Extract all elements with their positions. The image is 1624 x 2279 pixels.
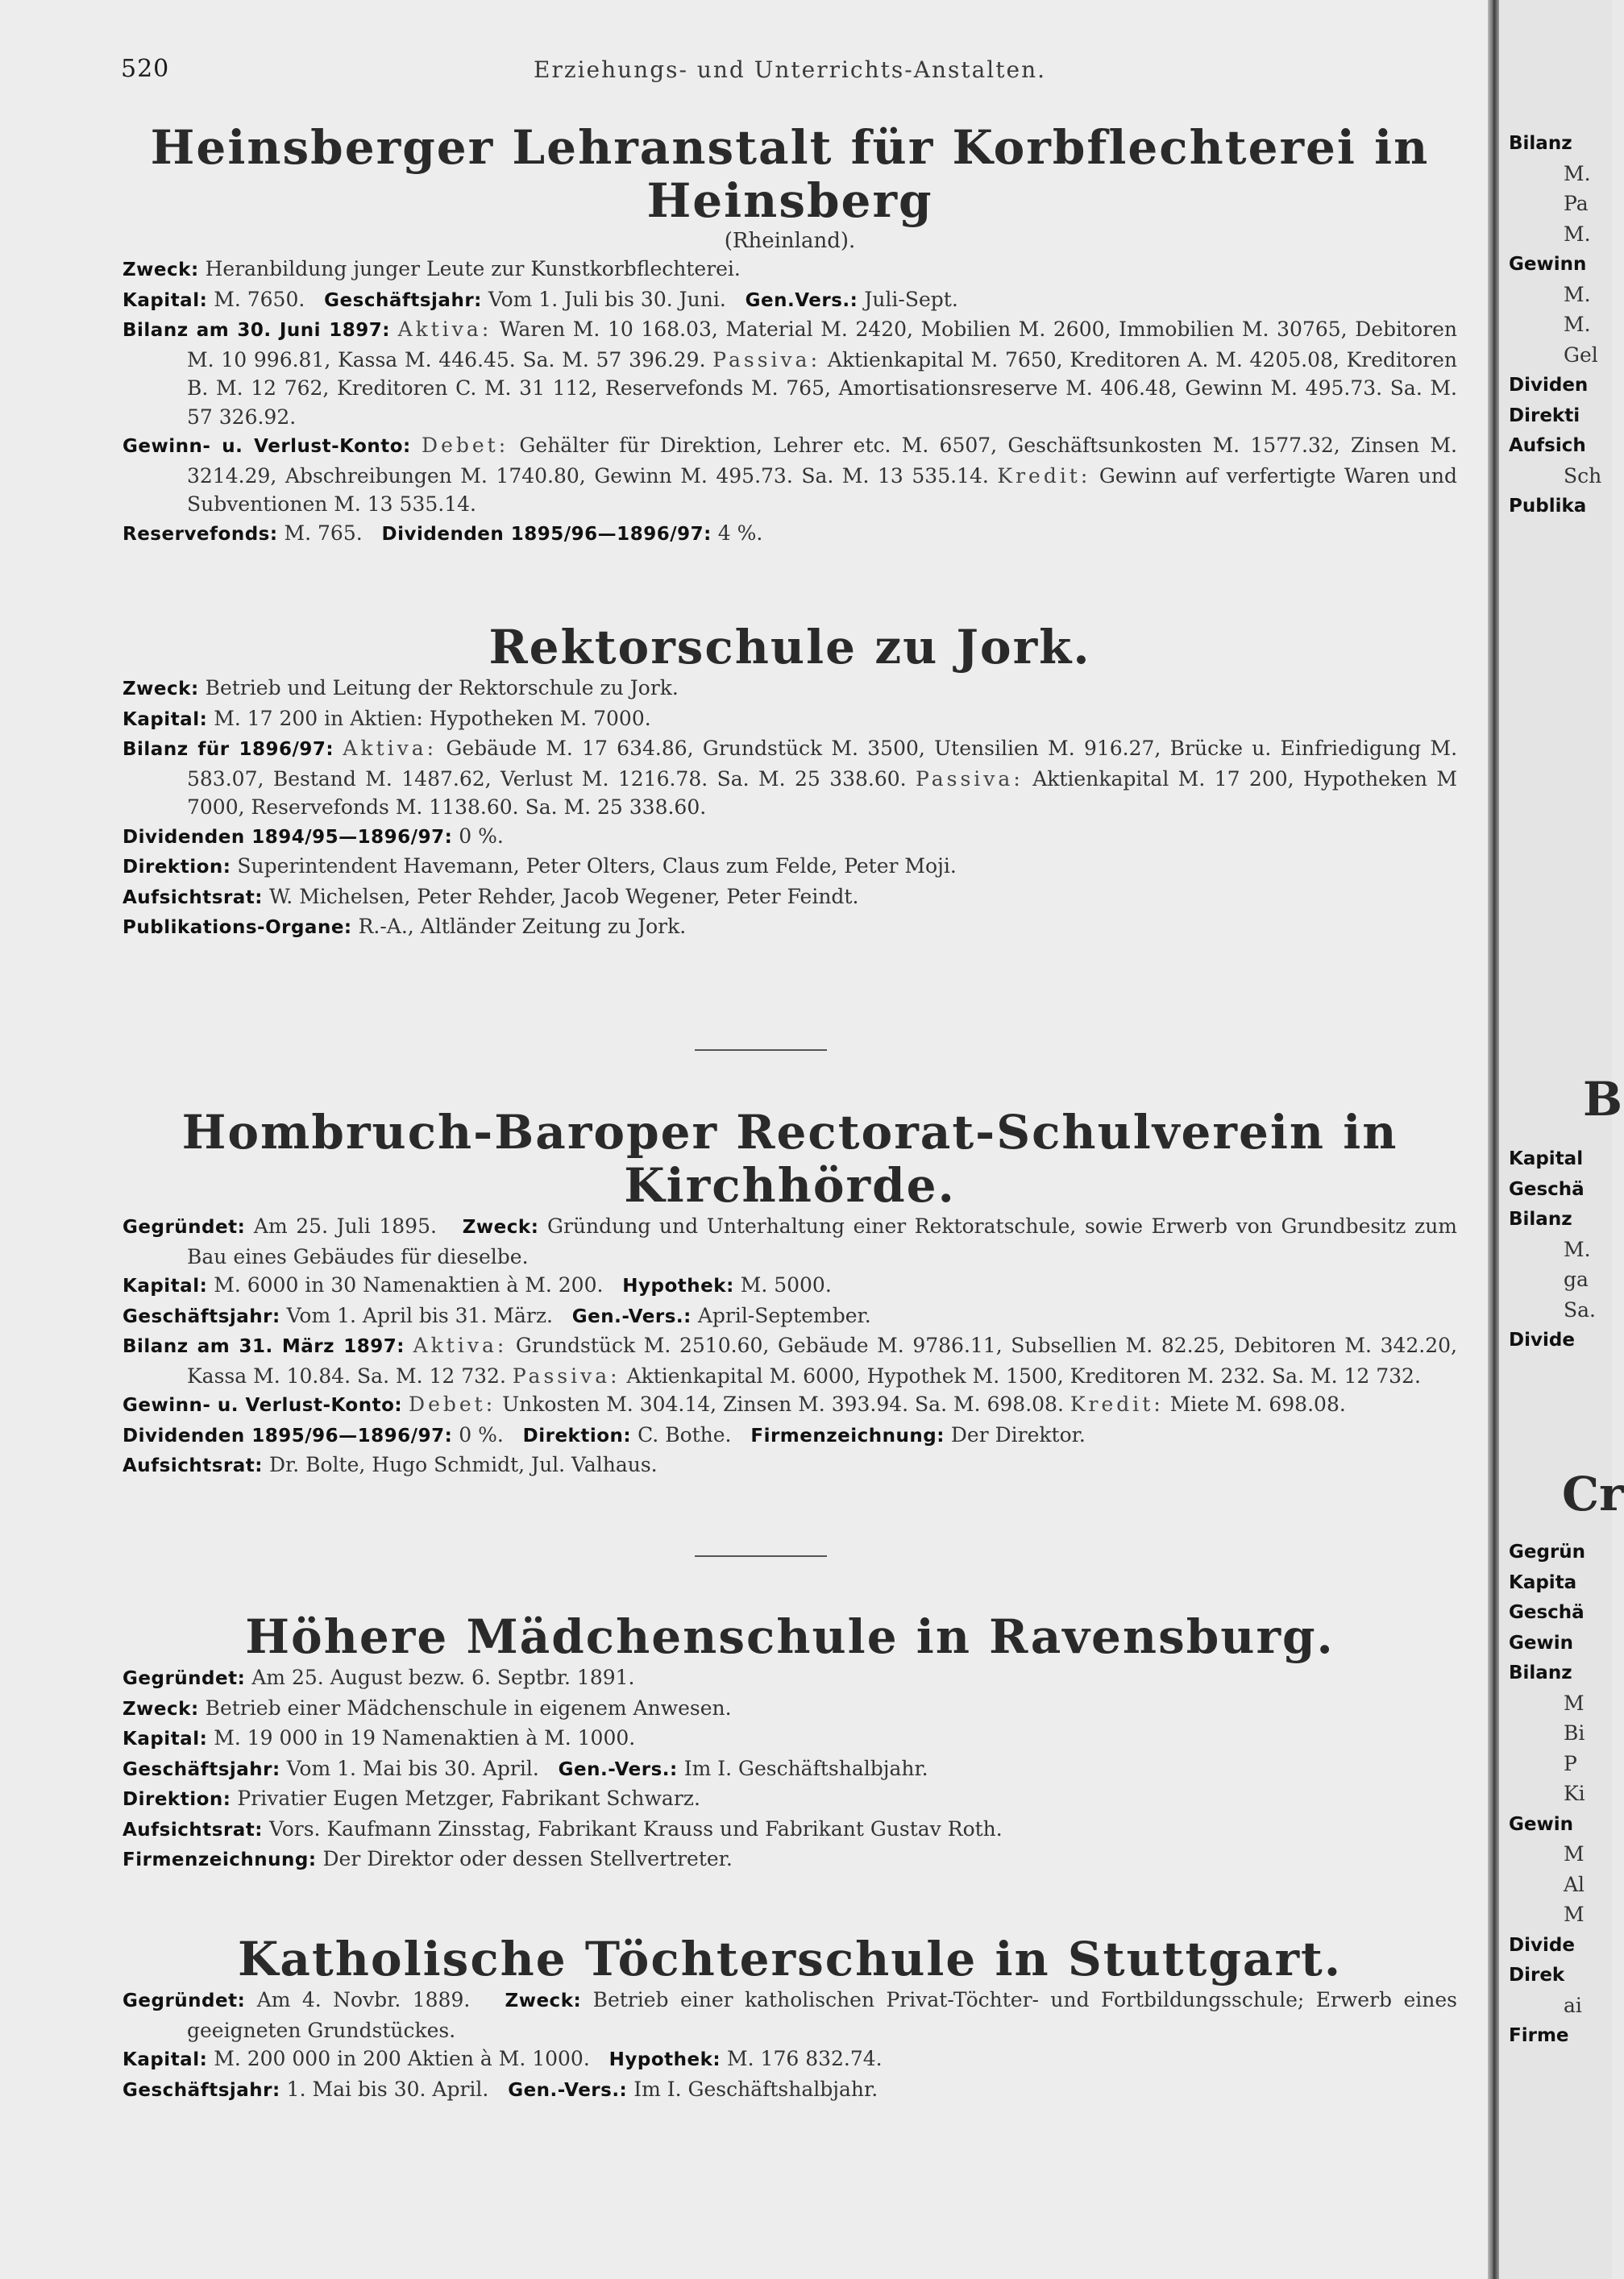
entry-line: Geschäftsjahr: Vom 1. Mai bis 30. April. Gen.-Vers.: Im I. Geschäftshalbjahr. <box>123 1756 928 1780</box>
facing-page-fragment: Gewinn <box>1509 254 1587 275</box>
facing-page-fragment: Bi <box>1564 1721 1585 1745</box>
section-title: Katholische Töchterschule in Stuttgart. <box>237 1932 1343 1986</box>
section-hoehere-maedchenschule <box>123 1610 1457 1875</box>
page-number: 520 <box>121 55 170 83</box>
facing-page-fragment: Divide <box>1509 1330 1575 1351</box>
entry-line: Gegründet: Am 25. Juli 1895. Zweck: Gründung und Unterhaltung einer Rektoratschule, sowie Erwerb von Grundbesitz zum Bau eines Gebäudes für dieselbe. <box>123 1214 1457 1268</box>
facing-page-fragment: M. <box>1564 161 1591 185</box>
entry-line: Kapital: M. 19 000 in 19 Namenaktien à M. 1000. <box>123 1726 636 1750</box>
section-title: Hombruch-Baroper Rectorat-Schulverein in Kirchhörde. <box>181 1105 1398 1213</box>
facing-page-fragment: Pa <box>1564 192 1589 215</box>
entry-line: Zweck: Heranbildung junger Leute zur Kunstkorbflechterei. <box>123 257 741 280</box>
page-header <box>121 55 1459 87</box>
facing-page-fragment: Gewin <box>1509 1632 1573 1654</box>
facing-page-fragment: Sch <box>1564 463 1602 488</box>
facing-page-edge <box>1499 0 1624 2279</box>
facing-page-fragment: M <box>1564 1842 1585 1866</box>
entry-line: Firmenzeichnung: Der Direktor oder dessen Stellvertreter. <box>123 1847 733 1870</box>
facing-page-fragment: Bilanz <box>1509 1663 1572 1683</box>
entry-line: Direktion: Privatier Eugen Metzger, Fabrikant Schwarz. <box>123 1787 700 1810</box>
section-divider <box>695 1555 827 1557</box>
section-title: Rektorschule zu Jork. <box>488 620 1091 675</box>
facing-page-fragment: Bilanz <box>1509 133 1572 154</box>
entry-line: Kapital: M. 6000 in 30 Namenaktien à M. 200. Hypothek: M. 5000. <box>123 1273 832 1297</box>
entry-line: Reservefonds: M. 765. Dividenden 1895/96—1896/97: 4 %. <box>123 521 763 545</box>
facing-page-fragment: M <box>1564 1903 1585 1926</box>
entry-line: Gewinn- u. Verlust-Konto: Debet: Gehälter für Direktion, Lehrer etc. M. 6507, Geschäftsunkosten M. 1577.32, Zinsen M. 3214.29, Abschreibungen M. 1740.80, Gewinn M. 495.73. Sa. M. 13 535.14. Kredit: Gewinn auf verfertigte Waren und Subventionen M. 13 535.14. <box>123 434 1457 516</box>
running-title: Erziehungs- und Unterrichts-Anstalten. <box>534 56 1046 83</box>
facing-page-fragment: Gegrün <box>1509 1542 1586 1563</box>
facing-page-fragment: Divide <box>1509 1934 1575 1956</box>
facing-page-fragment: M <box>1564 1691 1585 1715</box>
facing-page-fragment: Dividen <box>1509 375 1589 396</box>
facing-page-fragment: Direkti <box>1509 405 1580 426</box>
facing-page-fragment: Bilanz <box>1509 1209 1572 1230</box>
facing-page-fragment: Al <box>1564 1872 1585 1896</box>
entry-line: Kapital: M. 200 000 in 200 Aktien à M. 1000. Hypothek: M. 176 832.74. <box>123 2047 883 2070</box>
section-subtitle: (Rheinland). <box>724 229 856 253</box>
section-rektorschule-jork <box>123 621 1457 943</box>
facing-page-fragment: M. <box>1564 222 1591 246</box>
facing-page-fragment: Gel <box>1564 342 1598 367</box>
facing-page-fragment: Publika <box>1509 496 1587 517</box>
entry-line: Aufsichtsrat: W. Michelsen, Peter Rehder, Jacob Wegener, Peter Feindt. <box>123 884 859 908</box>
section-title: Heinsberger Lehranstalt für Korbflechterei in Heinsberg <box>150 120 1430 228</box>
section-divider <box>695 1049 827 1051</box>
section-heinsberger <box>123 121 1457 549</box>
facing-page-fragment: Firme <box>1509 2025 1569 2046</box>
facing-page-fragment: ai <box>1564 1993 1582 2017</box>
facing-page-fragment: M. <box>1564 313 1591 336</box>
facing-page-fragment: Aufsich <box>1509 435 1586 456</box>
facing-page-fragment: ga <box>1564 1268 1589 1291</box>
entry-line: Dividenden 1894/95—1896/97: 0 %. <box>123 824 504 848</box>
entry-line: Direktion: Superintendent Havemann, Peter Olters, Claus zum Felde, Peter Moji. <box>123 854 957 878</box>
facing-page-fragment: P <box>1564 1751 1577 1775</box>
facing-page-fragment: M. <box>1564 1237 1591 1261</box>
facing-page-heading-fragment: Cr <box>1562 1467 1624 1521</box>
entry-line: Aufsichtsrat: Vors. Kaufmann Zinsstag, Fabrikant Krauss und Fabrikant Gustav Roth. <box>123 1816 1003 1841</box>
facing-page-fragment: Ki <box>1564 1782 1585 1805</box>
entry-line: Gegründet: Am 25. August bezw. 6. Septbr. 1891. <box>123 1666 635 1689</box>
entry-line: Publikations-Organe: R.-A., Altländer Zeitung zu Jork. <box>123 915 687 938</box>
entry-line: Gewinn- u. Verlust-Konto: Debet: Unkosten M. 304.14, Zinsen M. 393.94. Sa. M. 698.08. Kredit: Miete M. 698.08. <box>123 1393 1346 1416</box>
facing-page-heading-fragment: B <box>1583 1072 1623 1127</box>
entry-line: Bilanz am 31. März 1897: Aktiva: Grundstück M. 2510.60, Gebäude M. 9786.11, Subsellien M. 82.25, Debitoren M. 342.20, Kassa M. 10.84. Sa. M. 12 732. Passiva: Aktienkapital M. 6000, Hypothek M. 1500, Kreditoren M. 232. Sa. M. 12 732. <box>123 1334 1457 1388</box>
facing-page-fragment: Kapital <box>1509 1148 1584 1169</box>
entry-line: Gegründet: Am 4. Novbr. 1889. Zweck: Betrieb einer katholischen Privat-Töchter- und Fortbildungsschule; Erwerb eines geeigneten Grundstückes. <box>123 1988 1457 2042</box>
section-hombruch-baroper <box>123 1106 1457 1481</box>
facing-page-fragment: Sa. <box>1564 1297 1596 1322</box>
entry-line: Bilanz für 1896/97: Aktiva: Gebäude M. 17 634.86, Grundstück M. 3500, Utensilien M. 916.27, Brücke u. Einfriedigung M. 583.07, Bestand M. 1487.62, Verlust M. 1216.78. Sa. M. 25 338.60. Passiva: Aktienkapital M. 17 200, Hypotheken M 7000, Reservefonds M. 1138.60. Sa. M. 25 338.60. <box>123 737 1458 819</box>
facing-page-fragment: Geschä <box>1509 1178 1585 1200</box>
section-title: Höhere Mädchenschule in Ravensburg. <box>245 1609 1335 1664</box>
facing-page-fragment: Direk <box>1509 1965 1565 1986</box>
facing-page-fragment: Geschä <box>1509 1602 1585 1623</box>
entry-line: Bilanz am 30. Juni 1897: Aktiva: Waren M. 10 168.03, Material M. 2420, Mobilien M. 2600, Immobilien M. 30765, Debitoren M. 10 996.81, Kassa M. 446.45. Sa. M. 57 396.29. Passiva: Aktienkapital M. 7650, Kreditoren A. M. 4205.08, Kreditoren B. M. 12 762, Kreditoren C. M. 31 112, Reservefonds M. 765, Amortisationsreserve M. 406.48, Gewinn M. 495.73. Sa. M. 57 326.92. <box>123 318 1457 429</box>
entry-line: Kapital: M. 17 200 in Aktien: Hypotheken M. 7000. <box>123 706 651 730</box>
facing-page-fragment: Kapita <box>1509 1571 1577 1593</box>
entry-line: Zweck: Betrieb einer Mädchenschule in eigenem Anwesen. <box>123 1696 732 1720</box>
entry-line: Geschäftsjahr: Vom 1. April bis 31. März. Gen.-Vers.: April-September. <box>123 1303 871 1327</box>
entry-line: Aufsichtsrat: Dr. Bolte, Hugo Schmidt, Jul. Valhaus. <box>123 1453 658 1476</box>
facing-page-fragment: Gewin <box>1509 1813 1573 1835</box>
entry-line: Geschäftsjahr: 1. Mai bis 30. April. Gen.-Vers.: Im I. Geschäftshalbjahr. <box>123 2077 878 2101</box>
entry-line: Dividenden 1895/96—1896/97: 0 %. Direktion: C. Bothe. Firmenzeichnung: Der Direktor. <box>123 1422 1086 1447</box>
facing-page-fragment: M. <box>1564 282 1591 306</box>
entry-line: Zweck: Betrieb und Leitung der Rektorschule zu Jork. <box>123 676 679 699</box>
section-katholische-toechterschule <box>123 1932 1457 2105</box>
book-spine <box>1488 0 1499 2279</box>
entry-line: Kapital: M. 7650. Geschäftsjahr: Vom 1. Juli bis 30. Juni. Gen.Vers.: Juli-Sept. <box>123 287 958 311</box>
